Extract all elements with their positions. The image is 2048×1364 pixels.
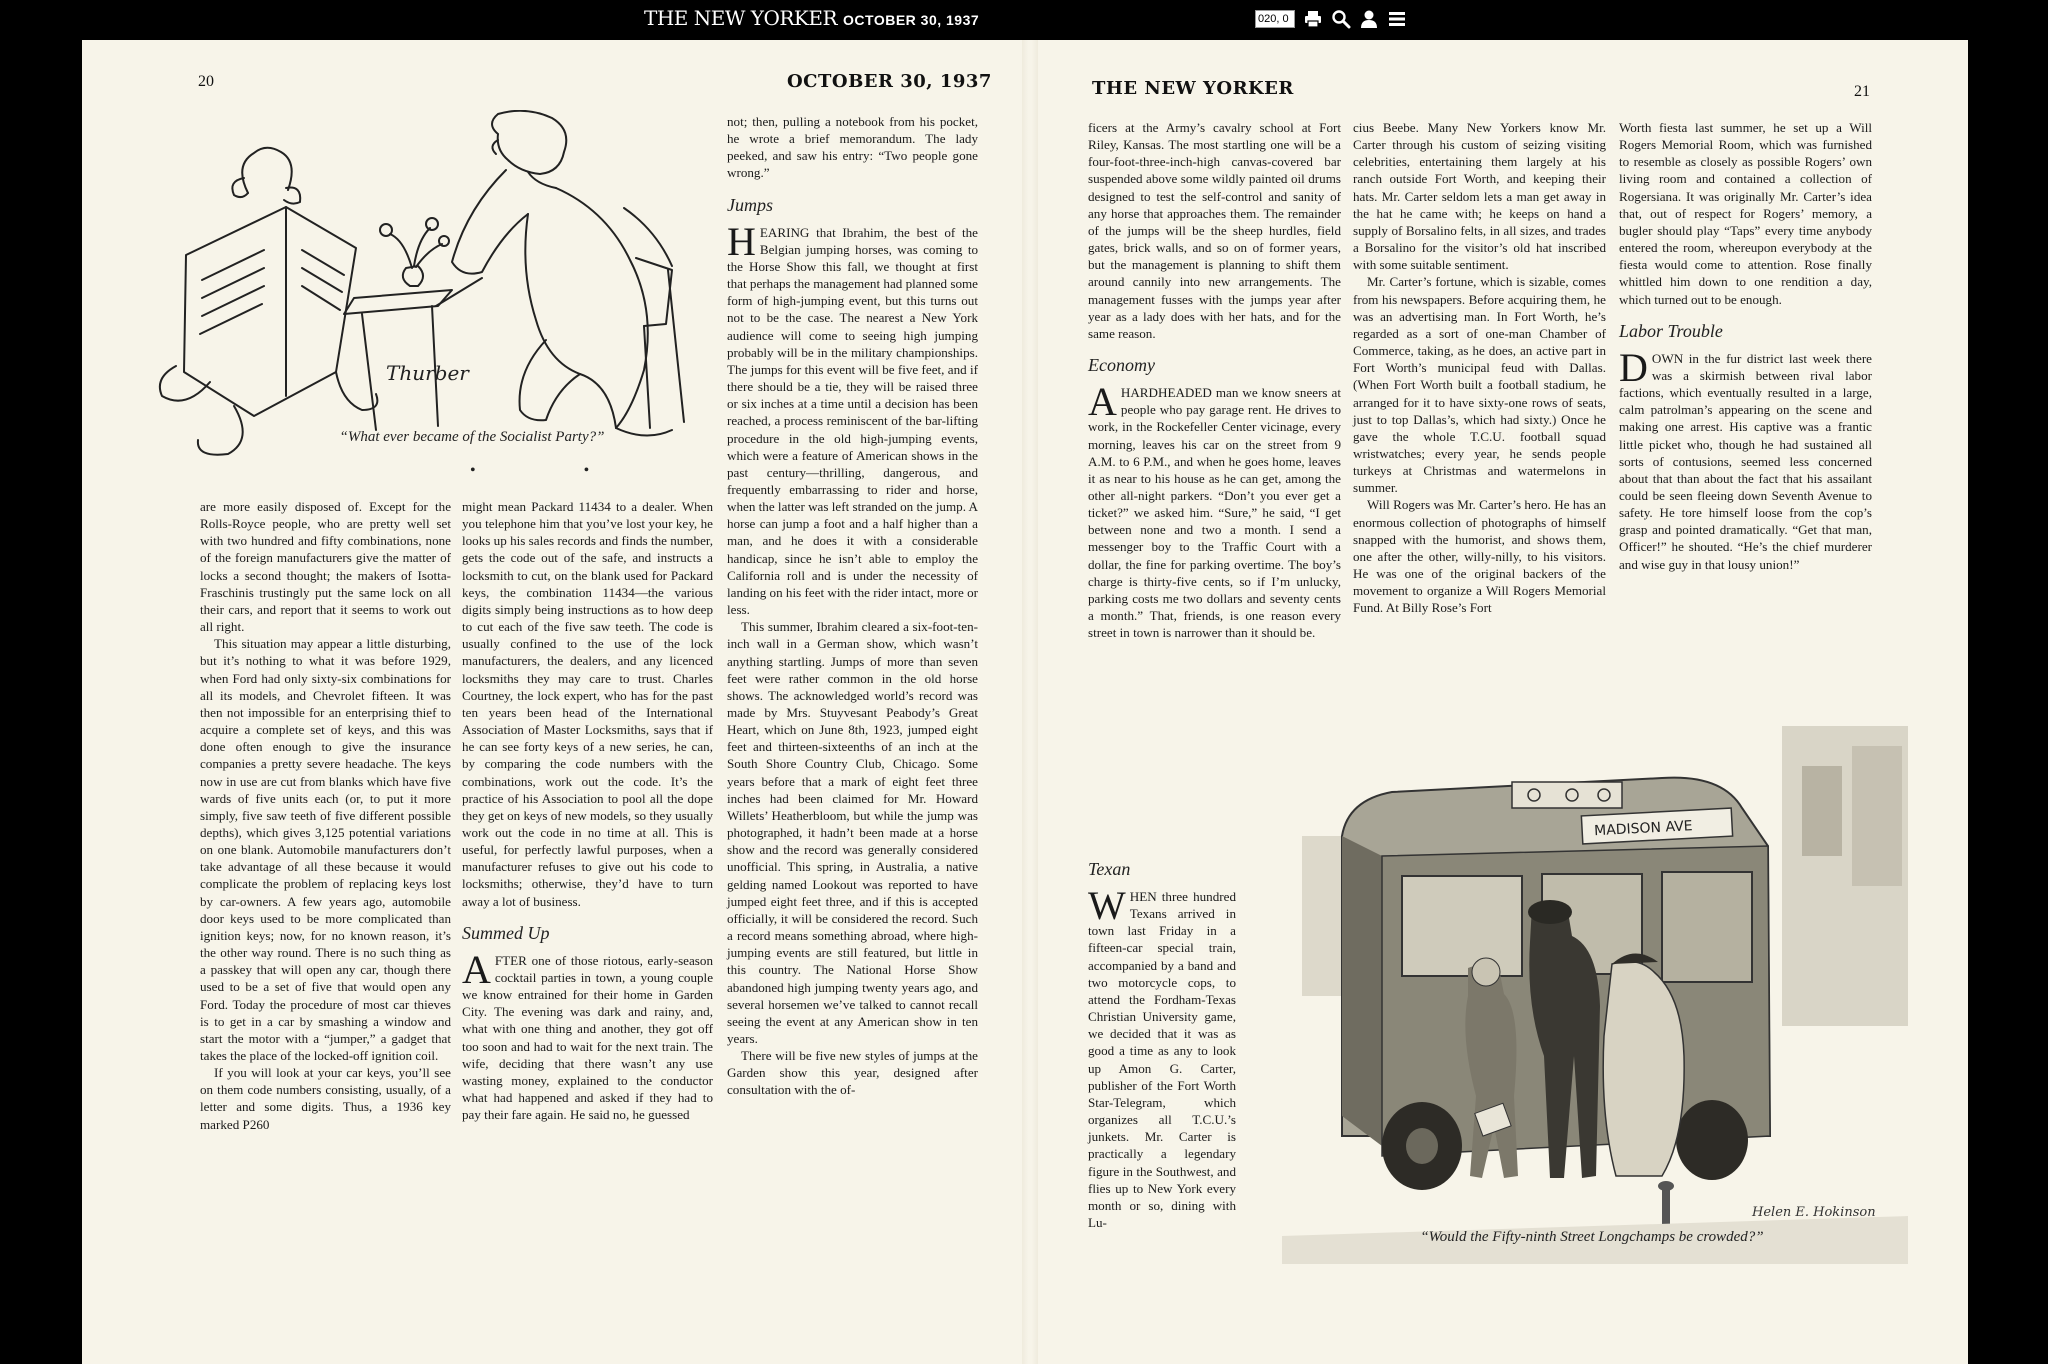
section-title-economy: Economy <box>1088 355 1155 376</box>
dropcap: A <box>1088 379 1117 425</box>
paragraph: ficers at the Army’s cavalry school at Fort Riley, Kansas. The most startling one will be a four-foot-three-inch-high canvas-covered bar suspended above some wildly painted oil drums designed to test the self-control and sanity of any horse that approaches them. The remainder of the jumps will be the sheep hurdles, field gates, brick walls, and so on of former years, but the management is planning to shift them around cannily into new arrangements. The management fusses with the jumps year after year as a lady does with her hats, and for the same reason. <box>1088 120 1341 341</box>
paragraph: Will Rogers was Mr. Carter’s hero. He has an enormous collection of photographs of himself snapped with the humorist, and shows them, one after the other, willy-nilly, to his visitors. He was one of the original backers of the movement to organize a Will Rogers Memorial Fund. At Billy Rose’s Fort <box>1353 497 1606 616</box>
user-icon[interactable] <box>1359 9 1379 29</box>
column-right-2 <box>1353 119 1606 617</box>
section-title-labor-trouble: Labor Trouble <box>1619 320 1723 341</box>
cartoon-signature-hokinson: Helen E. Hokinson <box>1752 1205 1876 1220</box>
paragraph: There will be five new styles of jumps at the Garden show this year, designed after consultation with the of- <box>727 1048 978 1098</box>
column-right-1-narrow <box>1088 858 1236 1231</box>
running-head-magazine: THE NEW YORKER <box>1092 78 1294 99</box>
cartoon-signature-thurber: Thurber <box>386 361 469 385</box>
column-left-2 <box>462 498 713 1123</box>
paragraph: might mean Packard 11434 to a dealer. When you telephone him that you’ve lost your key, he looks up his sales records and finds the number, gets the code out of the safe, and instructs a locksmith to cut, on the blank used for Packard keys, the combination 11434—the various digits simply being instructions as to how deep to cut each of the five saw teeth. The code is usually confined to the use of the lock manufacturers, the dealers, and any licenced locksmiths they may care to trust. Charles Courtney, the lock expert, who has for the past ten years been head of the International Association of Master Locksmiths, says that if he can see forty keys of a new series, he can, by comparing the code numbers with the combinations, work out the code. It’s the practice of his Association to pool all the dope they get on keys of new models, so they usually work out the code in no time at all. This is useful, for perfectly lawful purposes, when a manufacturer refuses to give out his code to locksmiths; otherwise, they’d have to turn away a lot of business. <box>462 499 713 909</box>
viewer-toolbar <box>0 0 2048 38</box>
paragraph: AHARDHEADED man we know sneers at people who pay garage rent. He drives to work, in the Rockefeller Center vicinage, every morning, leaves his car on the street from 9 A.M. to 6 P.M., and when he goes home, leaves it as near to his house as he can get, among the other all-night parkers. “Don’t you ever get a ticket?” we asked him. “Sure,” he said, “I get between none and two a month. I send a messenger boy to the Traffic Court with a dollar, the fine for parking overtime. The boy’s charge is thirty-five cents, so if I’m unlucky, parking costs me two dollars and seventy cents a month.” That, friends, is one reason every street in town is narrower than it should be. <box>1088 379 1341 641</box>
dropcap: W <box>1088 883 1126 928</box>
paragraph: If you will look at your car keys, you’ll see on them code numbers consisting, usually, of a letter and some digits. Thus, a 1936 key marked P260 <box>200 1065 451 1132</box>
issue-date: OCTOBER 30, 1937 <box>843 12 980 28</box>
brand-logo[interactable] <box>644 6 979 30</box>
section-separator: • • <box>470 462 642 479</box>
running-head-date: OCTOBER 30, 1937 <box>787 71 992 92</box>
paragraph: DOWN in the fur district last week there was a skirmish between rival labor factions, which eventually resulted in a large, calm patrolman’s appearing on the scene and making one arrest. His captive was a frantic little picket who, though he had sustained all sorts of contusions, seemed less concerned about that than about the fact that his assailant could be seen fleeing down Seventh Avenue to safety. He tore himself loose from the cop’s grasp and pointed dramatically. “Get that man, Officer!” he shouted. “He’s the chief murderer and wise guy in that lousy union!” <box>1619 344 1872 572</box>
dropcap: H <box>727 218 756 264</box>
page-gutter <box>1022 40 1038 1364</box>
page-number-input[interactable] <box>1255 10 1295 28</box>
cartoon-caption-left: “What ever became of the Socialist Party?” <box>339 429 605 445</box>
section-title-texan: Texan <box>1088 859 1131 879</box>
menu-icon[interactable] <box>1387 9 1407 29</box>
page-number-left: 20 <box>198 73 214 90</box>
paragraph: not; then, pulling a notebook from his pocket, he wrote a brief memorandum. The lady peeked, and saw his entry: “Two people gone wrong.” <box>727 114 978 181</box>
hokinson-bus-cartoon <box>1282 716 1908 1264</box>
print-icon[interactable] <box>1303 9 1323 29</box>
bus-destination-sign: MADISON AVE <box>1593 818 1693 840</box>
section-title-summed-up: Summed Up <box>462 922 550 943</box>
cartoon-caption-right: “Would the Fifty-ninth Street Longchamps be crowded?” <box>1420 1229 1764 1245</box>
column-left-1 <box>200 498 451 1133</box>
page-number-right: 21 <box>1854 83 1870 100</box>
toolbar-tools <box>1255 7 1407 31</box>
paragraph: This situation may appear a little disturbing, but it’s nothing to what it was before 1929, when Ford had only sixty-six combinations for all its models, and Chevrolet fifteen. It was then not impossible for an enterprising thief to acquire a complete set of keys, and this was done often enough to give the insurance companies a pretty severe headache. The keys now in use are cut from blanks which have five wards of five units each (or, to put it more simply, five saw teeth of five different possible depths), which gives 3,125 potential variations on one blank. Automobile manufacturers don’t take advantage of all these because it would complicate the problem of replacing keys lost by car-owners. A few years ago, automobile door keys used to be more complicated than ignition keys; now, for no known reason, it’s the other way round. There is no such thing as a passkey that will open any car, though there used to be a set of five that would open any Ford. Today the procedure of most car thieves is to get in a car by smashing a window and start the motor with a “jumper,” a gadget that takes the place of the locked-off ignition coil. <box>200 636 451 1063</box>
paragraph: This summer, Ibrahim cleared a six-foot-ten-inch wall in a German show, which wasn’t anything startling. Jumps of more than seven feet were rather common in the old horse shows. The acknowledged world’s record was made by Mrs. Stuyvesant Peabody’s Great Heart, which on June 8th, 1923, jumped eight feet and thirteen-sixteenths of an inch at the South Shore Country Club, Chicago. Some years before that a mark of eight feet three inches had been claimed for Mr. Howard Willets’ Heatherbloom, but while the jump was photographed, it hadn’t been made at a horse show and the record was generally considered unofficial. This spring, in Australia, a native gelding named Lookout was reported to have jumped eight feet three, and if this is accepted officially, it will be considered the record. Such a record means something abroad, where high-jumping events are still featured, but little in this country. The National Horse Show abandoned high jumping twenty years ago, and several horsemen we’ve talked to cannot recall seeing the event at any American show in ten years. <box>727 619 978 1046</box>
brand-name: THE NEW YORKER <box>644 6 838 30</box>
paragraph: WHEN three hundred Texans arrived in town last Friday in a fifteen-car special train, accompanied by a band and two motorcycle cops, to attend the Fordham-Texas Christian University game, we decided that it was as good a time as any to look up Amon G. Carter, publisher of the Fort Worth Star-Telegram, which organizes all T.C.U.’s junkets. Mr. Carter is practically a legendary figure in the Southwest, and flies up to New York every month or so, dining with Lu- <box>1088 883 1236 1230</box>
paragraph: Mr. Carter’s fortune, which is sizable, comes from his newspapers. Before acquiring them, he was an advertising man. In Fort Worth, he’s regarded as a sort of one-man Chamber of Commerce, taking, as he does, an active part in Fort Worth’s municipal feud with Dallas. (When Fort Worth built a football stadium, he arranged for it to have sixty-one rows of seats, just to top Dallas’s, which had sixty.) Once he gave the whole T.C.U. football squad wristwatches; every year, he sends people turkeys at Christmas and watermelons in summer. <box>1353 274 1606 496</box>
column-left-3 <box>727 113 978 1099</box>
magazine-spread <box>82 40 1968 1364</box>
paragraph: are more easily disposed of. Except for the Rolls-Royce people, who are pretty well set with two hundred and fifty combinations, none of the foreign manufacturers give the matter of locks a second thought; the makers of Isotta-Fraschinis trustingly put the same lock on all their cars, and report that it seems to work out all right. <box>200 499 451 635</box>
column-right-3 <box>1619 119 1872 573</box>
paragraph: Worth fiesta last summer, he set up a Will Rogers Memorial Room, which was furnished to resemble as closely as possible Rogers’ own living room and contained a collection of Rogersiana. It was originally Mr. Carter’s idea that, out of respect for Rogers’ memory, a bugler should play “Taps” every time anybody entered the room, whereupon everybody at the fiesta would come to attention. Rose finally whittled him down to one rendition a day, which turned out to be enough. <box>1619 120 1872 307</box>
section-title-jumps: Jumps <box>727 194 773 215</box>
paragraph: HEARING that Ibrahim, the best of the Belgian jumping horses, was coming to the Horse Show this fall, we thought at first that perhaps the management had planned some form of high-jumping event, but this turns out not to be the case. The nearest a New York audience will come to seeing high jumping probably will be in the military championships. The jumps for this event will be five feet, and if there should be a tie, they will be raised three or six inches at a time until a decision has been reached, a process reminiscent of the bar-lifting procedure in the old high-jumping events, which were a feature of American shows in the past century—thrilling, dangerous, and frequently embarrassing to rider and horse, when the latter was left stranded on the jump. A horse can jump a foot and a half higher than a man, and he does it with a considerable handicap, since he isn’t able to employ the California roll and is under the necessity of landing on his feet with the rider intact, more or less. <box>727 218 978 618</box>
dropcap: A <box>462 946 491 992</box>
paragraph: cius Beebe. Many New Yorkers know Mr. Carter through his custom of seizing visiting celebrities, entertaining them largely at his ranch outside Fort Worth, and keeping their hats. Mr. Carter seldom lets a man get away in the hat he came with; he keeps on hand a supply of Borsalino felts, in all sizes, and trades a Borsalino for the visitor’s old hat inscribed with some suitable sentiment. <box>1353 120 1606 273</box>
dropcap: D <box>1619 344 1648 390</box>
paragraph: AFTER one of those riotous, early-season cocktail parties in town, a young couple we know entrained for their home in Garden City. The evening was dark and rainy, and, what with one thing and another, they got off too soon and had to wait for the next train. The wife, deciding that there wasn’t any use wasting money, explained to the conductor what had happened and asked if they had to pay their fare again. He said no, he guessed <box>462 946 713 1123</box>
thurber-cartoon <box>136 110 786 460</box>
search-icon[interactable] <box>1331 9 1351 29</box>
column-right-1 <box>1088 119 1341 641</box>
